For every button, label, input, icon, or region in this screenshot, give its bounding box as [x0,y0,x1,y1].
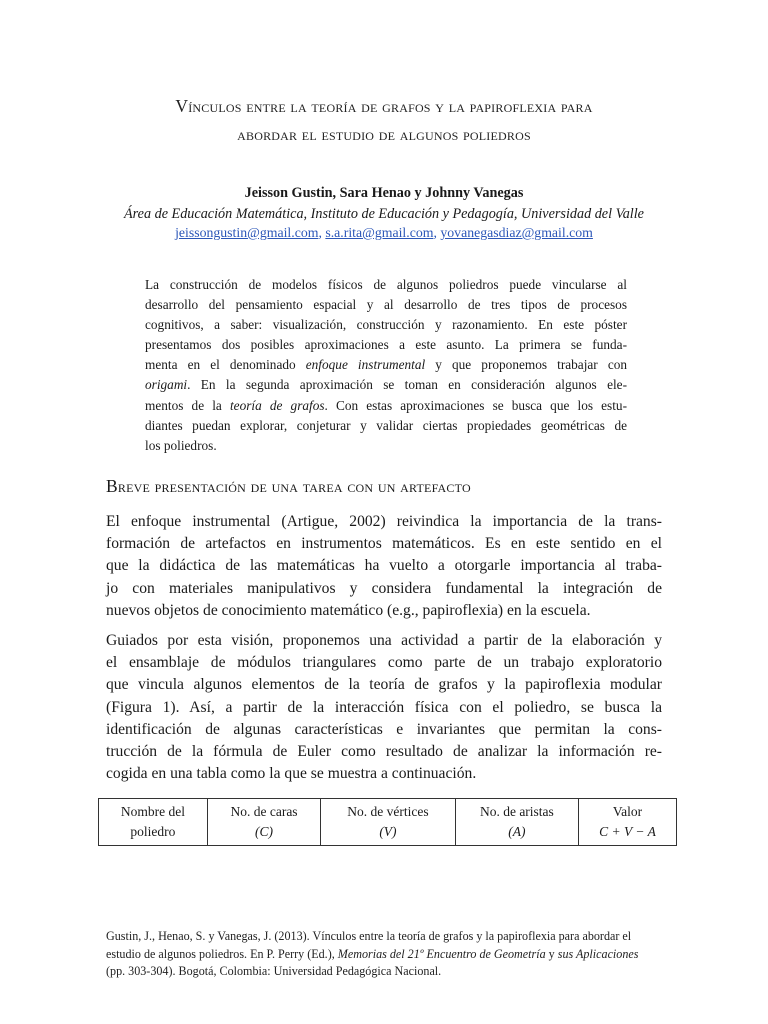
header-cell-faces [207,799,320,846]
header-label: Nombre del [120,804,185,819]
polyhedra-table [98,798,677,846]
paragraph-line: jo con materiales manipulativos y considera fundamental la integración de [106,579,662,597]
email-link-2[interactable]: s.a.rita@gmail.com [325,225,434,240]
header-label: No. de caras [230,804,298,819]
table-header-row [99,799,677,846]
header-label: No. de aristas [479,804,554,819]
header-sub: (C) [255,824,274,839]
body-paragraph-1 [106,511,662,622]
header-cell-vertices [321,799,456,846]
abstract-line [145,396,627,416]
footnote-line: (pp. 303-304). Bogotá, Colombia: Universidad Pedagógica Nacional. [106,964,442,978]
paragraph-line: (Figura 1). Así, a partir de la interacción física con el poliedro, se busca la [106,698,662,716]
email-link-3[interactable]: yovanegasdiaz@gmail.com [440,225,593,240]
paragraph-line: nuevos objetos de conocimiento matemático (e.g., papiroflexia) en la escuela. [106,601,591,619]
email-separator: , [433,225,437,240]
header-sub: poliedro [130,824,176,839]
abstract-text: menta en el denominado [145,357,296,373]
paragraph-line: formación de artefactos en instrumentos matemáticos. Es en este sentido en el [106,535,662,553]
paper-title [60,92,708,148]
footnote-emphasis: sus Aplicaciones [557,946,639,961]
header-label: No. de vértices [347,804,429,819]
abstract-line: diantes puedan explorar, conjeturar y validar ciertas propiedades geométricas de [145,417,627,433]
abstract-emphasis: origami [145,377,188,393]
paragraph-line: identificación de algunas características e invariantes que permitan la cons- [106,720,662,738]
email-list [60,223,708,243]
abstract-emphasis: enfoque instrumental [305,357,426,373]
abstract-line: los poliedros. [145,437,217,453]
paragraph-line: que vincula algunos elementos de la teoría de grafos y la papiroflexia modular [106,676,662,694]
abstract-text: . Con estas aproximaciones se busca que los estu- [324,397,628,413]
footnote-text: estudio de algunos poliedros. En P. Perry (Ed.), [106,946,335,961]
abstract-line: desarrollo del pensamiento espacial y al desarrollo de tres tipos de procesos [145,297,627,313]
header-cell-edges [455,799,578,846]
abstract-text: . En la segunda aproximación se toman en consideración algunos ele- [187,377,627,393]
email-separator: , [318,225,322,240]
abstract-text: mentos de la [145,397,222,413]
footnote-emphasis: Memorias del 21º Encuentro de Geometría [337,946,546,961]
abstract-line [145,375,627,395]
paragraph-line: El enfoque instrumental (Artigue, 2002) reivindica la importancia de la trans- [106,513,662,530]
paragraph-line: que la didáctica de las matemáticas ha vuelto a otorgarle importancia al traba- [106,557,662,575]
abstract [145,275,627,456]
footnote-text: y [548,946,555,961]
header-sub: (A) [508,824,526,839]
header-label: Valor [612,804,643,819]
abstract-line: cognitivos, a saber: visualización, construcción y razonamiento. En este póster [145,317,627,333]
author-list: Jeisson Gustin, Sara Henao y Johnny Vanegas [244,185,524,201]
header-cell-value [579,799,677,846]
abstract-line [145,355,627,375]
abstract-text: y que proponemos trabajar con [435,357,628,373]
author-affiliation: Área de Educación Matemática, Instituto de Educación y Pedagogía, Universidad del Valle [124,206,644,222]
paragraph-line: Guiados por esta visión, proponemos una actividad a partir de la elaboración y [106,632,662,649]
section-heading: Breve presentación de una tarea con un artefacto [106,476,471,496]
email-link-1[interactable]: jeissongustin@gmail.com [175,225,319,240]
footnote-line: Gustin, J., Henao, S. y Vanegas, J. (2013). Vínculos entre la teoría de grafos y la papiroflexia para abordar el [106,929,632,943]
header-sub: (V) [379,824,397,839]
abstract-line: La construcción de modelos físicos de algunos poliedros puede vincularse al [145,277,627,292]
body-paragraph-2 [106,630,662,785]
abstract-emphasis: teoría de grafos [229,397,325,413]
citation-footnote [106,928,666,981]
title-line-1: Vínculos entre la teoría de grafos y la papiroflexia para [175,96,593,116]
paragraph-line: cogida en una tabla como la que se muestra a continuación. [106,765,477,783]
paragraph-line: trucción de la fórmula de Euler como resultado de analizar la información re- [106,743,662,761]
header-cell-name [99,799,208,846]
header-sub: C + V − A [599,824,656,839]
title-line-2: abordar el estudio de algunos poliedros [237,124,531,144]
abstract-line: presentamos dos posibles aproximaciones a este asunto. La primera se funda- [145,337,627,353]
paragraph-line: el ensamblaje de módulos triangulares como parte de un trabajo exploratorio [106,654,662,672]
footnote-line [106,946,666,964]
